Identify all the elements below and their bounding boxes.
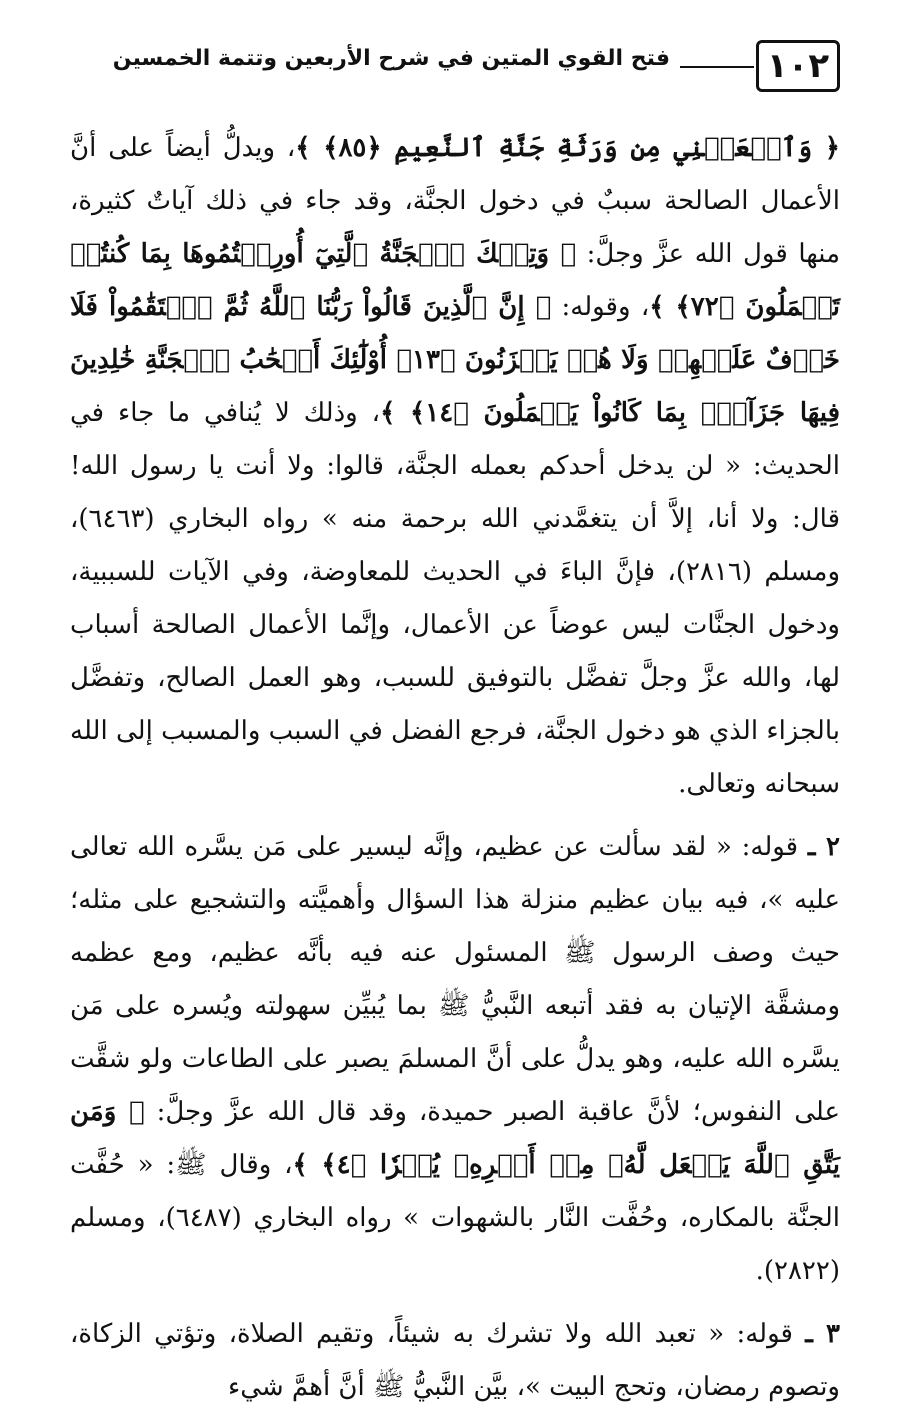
- text-segment: قوله: « لقد سألت عن عظيم، وإنَّه ليسير على مَن يسَّره الله تعالى عليه »، فيه بيان عظيم منزلة هذا السؤال وأهميَّته والتشجيع على مثله؛ حيث وصف الرسول ﷺ المسئول عنه فيه بأنَّه عظيم، ومع عظمه ومشقَّة الإتيان به فقد أتبعه النَّبيُّ ﷺ بما يُبيِّن سهولته ويُسره على مَن يسَّره الله عليه، وهو يدلُّ على أنَّ المسلمَ يصبر على الطاعات ولو شقَّت على النفوس؛ لأنَّ عاقبة الصبر حميدة، وقد قال الله عزَّ وجلَّ:: [70, 832, 840, 1127]
- item-number: ٣ ـ: [805, 1319, 840, 1349]
- quran-verse: ﴿ وَمَن يَتَّقِ ٱللَّهَ يَجۡعَل لَّهُۥ مِنۡ أَمۡرِهِۦ يُسۡرٗا ﴿٤﴾ ﴾: [70, 1097, 840, 1180]
- paragraph-p3: [70, 1308, 840, 1414]
- text-segment: قوله: « تعبد الله ولا تشرك به شيئاً، وتقيم الصلاة، وتؤتي الزكاة، وتصوم رمضان، وتحج البيت »، بيَّن النَّبيُّ ﷺ أنَّ أهمَّ شيء: [70, 1319, 840, 1402]
- running-title: فتح القوي المتين في شرح الأربعين وتتمة الخمسين: [112, 46, 670, 71]
- header-rule: [680, 66, 754, 68]
- item-number: ٢ ـ: [807, 832, 840, 862]
- text-segment: ، وقال ﷺ: « حُفَّت الجنَّة بالمكاره، وحُفَّت النَّار بالشهوات » رواه البخاري (٦٤٨٧)، ومسلم (٢٨٢٢).: [70, 1150, 841, 1286]
- paragraph-p2: [70, 821, 840, 1298]
- quran-verse: ﴿ وَتِلۡكَ ٱلۡجَنَّةُ ٱلَّتِيٓ أُورِثۡتُمُوهَا بِمَا كُنتُمۡ تَعۡمَلُونَ ﴿٧٢﴾ ﴾: [70, 239, 840, 322]
- quran-verse: ﴿ إِنَّ ٱلَّذِينَ قَالُواْ رَبُّنَا ٱللَّهُ ثُمَّ ٱسۡتَقَٰمُواْ فَلَا خَوۡفٌ عَلَيۡهِمۡ وَلَا هُمۡ يَحۡزَنُونَ ﴿١٣﴾ أُوْلَٰٓئِكَ أَصۡحَٰبُ ٱلۡجَنَّةِ خَٰلِدِينَ فِيهَا جَزَآءَۢ بِمَا كَانُواْ يَعۡمَلُونَ ﴿١٤﴾ ﴾: [70, 292, 840, 428]
- text-segment: ، وذلك لا يُنافي ما جاء في الحديث: « لن يدخل أحدكم بعمله الجنَّة، قالوا: ولا أنت يا رسول الله! قال: ولا أنا، إلاَّ أن يتغمَّدني الله برحمة منه » رواه البخاري (٦٤٦٣)، ومسلم (٢٨١٦)، فإنَّ الباءَ في الحديث للمعاوضة، وفي الآيات للسببية، ودخول الجنَّات ليس عوضاً عن الأعمال، وإنَّما الأعمال الصالحة أسباب لها، والله عزَّ وجلَّ تفضَّل بالتوفيق للسبب، وهو العمل الصالح، وتفضَّل بالجزاء الذي هو دخول الجنَّة، فرجع الفضل في السبب والمسبب إلى الله سبحانه وتعالى.: [70, 398, 840, 799]
- quran-verse: ﴿ وَٱجۡعَلۡنِي مِن وَرَثَةِ جَنَّةِ ٱلنَّعِيمِ ﴿٨٥﴾ ﴾: [295, 133, 840, 163]
- text-segment: ، وقوله:: [551, 292, 650, 322]
- text-segment: ، ويدلُّ أيضاً على أنَّ الأعمال الصالحة سببٌ في دخول الجنَّة، وقد جاء في ذلك آياتٌ كثيرة، منها قول الله عزَّ وجلَّ:: [70, 133, 841, 269]
- page-header: [70, 40, 840, 96]
- paragraph-p1: [70, 122, 840, 811]
- page-number: ١٠٢: [766, 46, 830, 86]
- body-text: [70, 122, 840, 1414]
- page-number-box: [756, 40, 840, 92]
